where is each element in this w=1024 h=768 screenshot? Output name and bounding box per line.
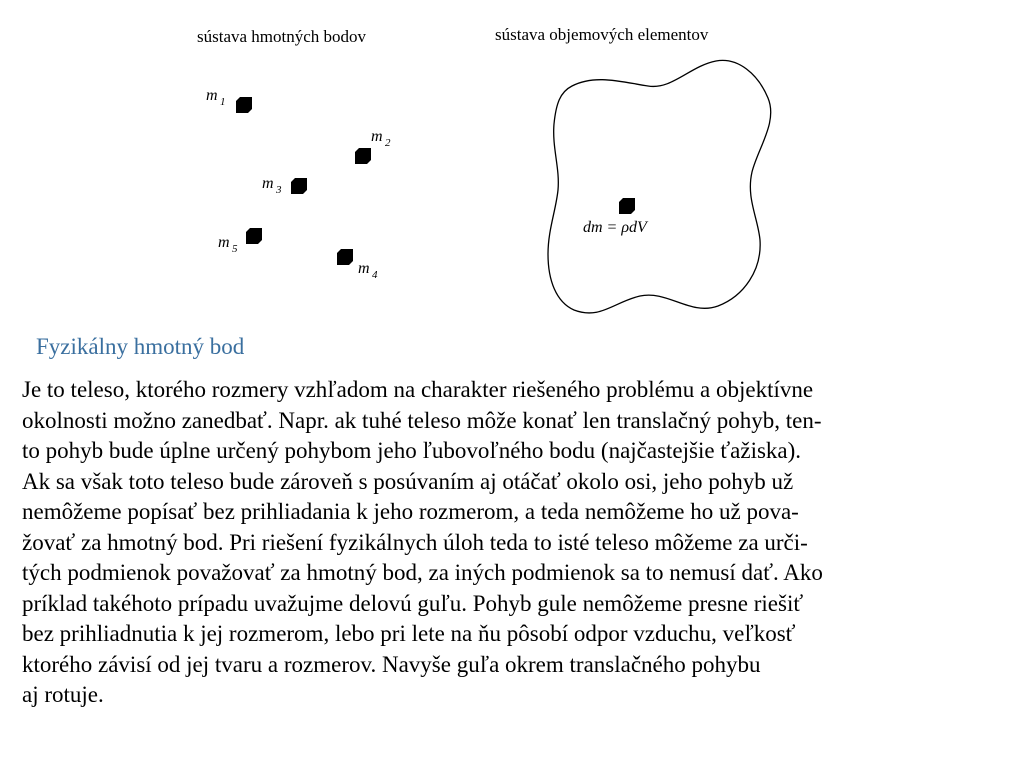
text-line: žovať za hmotný bod. Pri riešení fyzikálnych úloh teda to isté teleso môžeme za urči- bbox=[22, 529, 808, 555]
section-heading: Fyzikálny hmotný bod bbox=[36, 334, 245, 359]
mass-point-5 bbox=[218, 228, 262, 255]
text-line: príklad takéhoto prípadu uvažujme delovú guľu. Pohyb gule nemôžeme presne riešiť bbox=[22, 590, 804, 616]
mass-label: m bbox=[371, 128, 383, 145]
text-line: ktorého závisí od jej tvaru a rozmerov. Navyše guľa okrem translačného pohybu bbox=[22, 651, 761, 677]
text-line: bez prihliadnutia k jej rozmerom, lebo pri lete na ňu pôsobí odpor vzduchu, veľkosť bbox=[22, 621, 796, 646]
mass-point-1 bbox=[206, 87, 252, 113]
cube-icon bbox=[291, 178, 307, 194]
mass-systems-figure bbox=[0, 0, 1024, 330]
volume-element-cube-icon bbox=[619, 198, 635, 214]
mass-subscript: 4 bbox=[372, 269, 378, 281]
mass-subscript: 1 bbox=[220, 96, 226, 108]
mass-subscript: 3 bbox=[276, 184, 282, 196]
cube-icon bbox=[355, 148, 371, 164]
text-line: nemôžeme popísať bez prihliadania k jeho rozmerom, a teda nemôžeme ho už pova- bbox=[22, 499, 799, 524]
mass-point-4 bbox=[337, 249, 378, 281]
right-figure-title: sústava objemových elementov bbox=[495, 25, 709, 44]
text-line: to pohyb bude úplne určený pohybom jeho ľubovoľného bodu (najčastejšie ťažiska). bbox=[22, 438, 802, 463]
continuous-body-outline bbox=[548, 60, 771, 313]
text-line: Je to teleso, ktorého rozmery vzhľadom na charakter riešeného problému a objektívne bbox=[22, 377, 814, 402]
cube-icon bbox=[337, 249, 353, 265]
cube-icon bbox=[246, 228, 262, 244]
text-line: okolnosti možno zanedbať. Napr. ak tuhé teleso môže konať len translačný pohyb, ten- bbox=[22, 407, 822, 433]
mass-element-formula: dm = ρdV bbox=[583, 219, 647, 236]
mass-label: m bbox=[358, 260, 370, 277]
mass-point-3 bbox=[262, 175, 307, 196]
mass-label: m bbox=[206, 87, 218, 104]
left-figure-title: sústava hmotných bodov bbox=[197, 27, 367, 46]
text-line: Ak sa však toto teleso bude zároveň s posúvaním aj otáčať okolo osi, jeho pohyb už bbox=[22, 468, 794, 494]
mass-subscript: 5 bbox=[232, 243, 238, 255]
mass-label: m bbox=[262, 175, 274, 192]
mass-label: m bbox=[218, 234, 230, 251]
text-line: tých podmienok považovať za hmotný bod, za iných podmienok sa to nemusí dať. Ako bbox=[22, 560, 823, 585]
body-paragraph bbox=[22, 375, 1022, 711]
text-line: aj rotuje. bbox=[22, 682, 104, 707]
mass-point-2 bbox=[355, 128, 391, 164]
cube-icon bbox=[236, 97, 252, 113]
mass-subscript: 2 bbox=[385, 137, 391, 149]
